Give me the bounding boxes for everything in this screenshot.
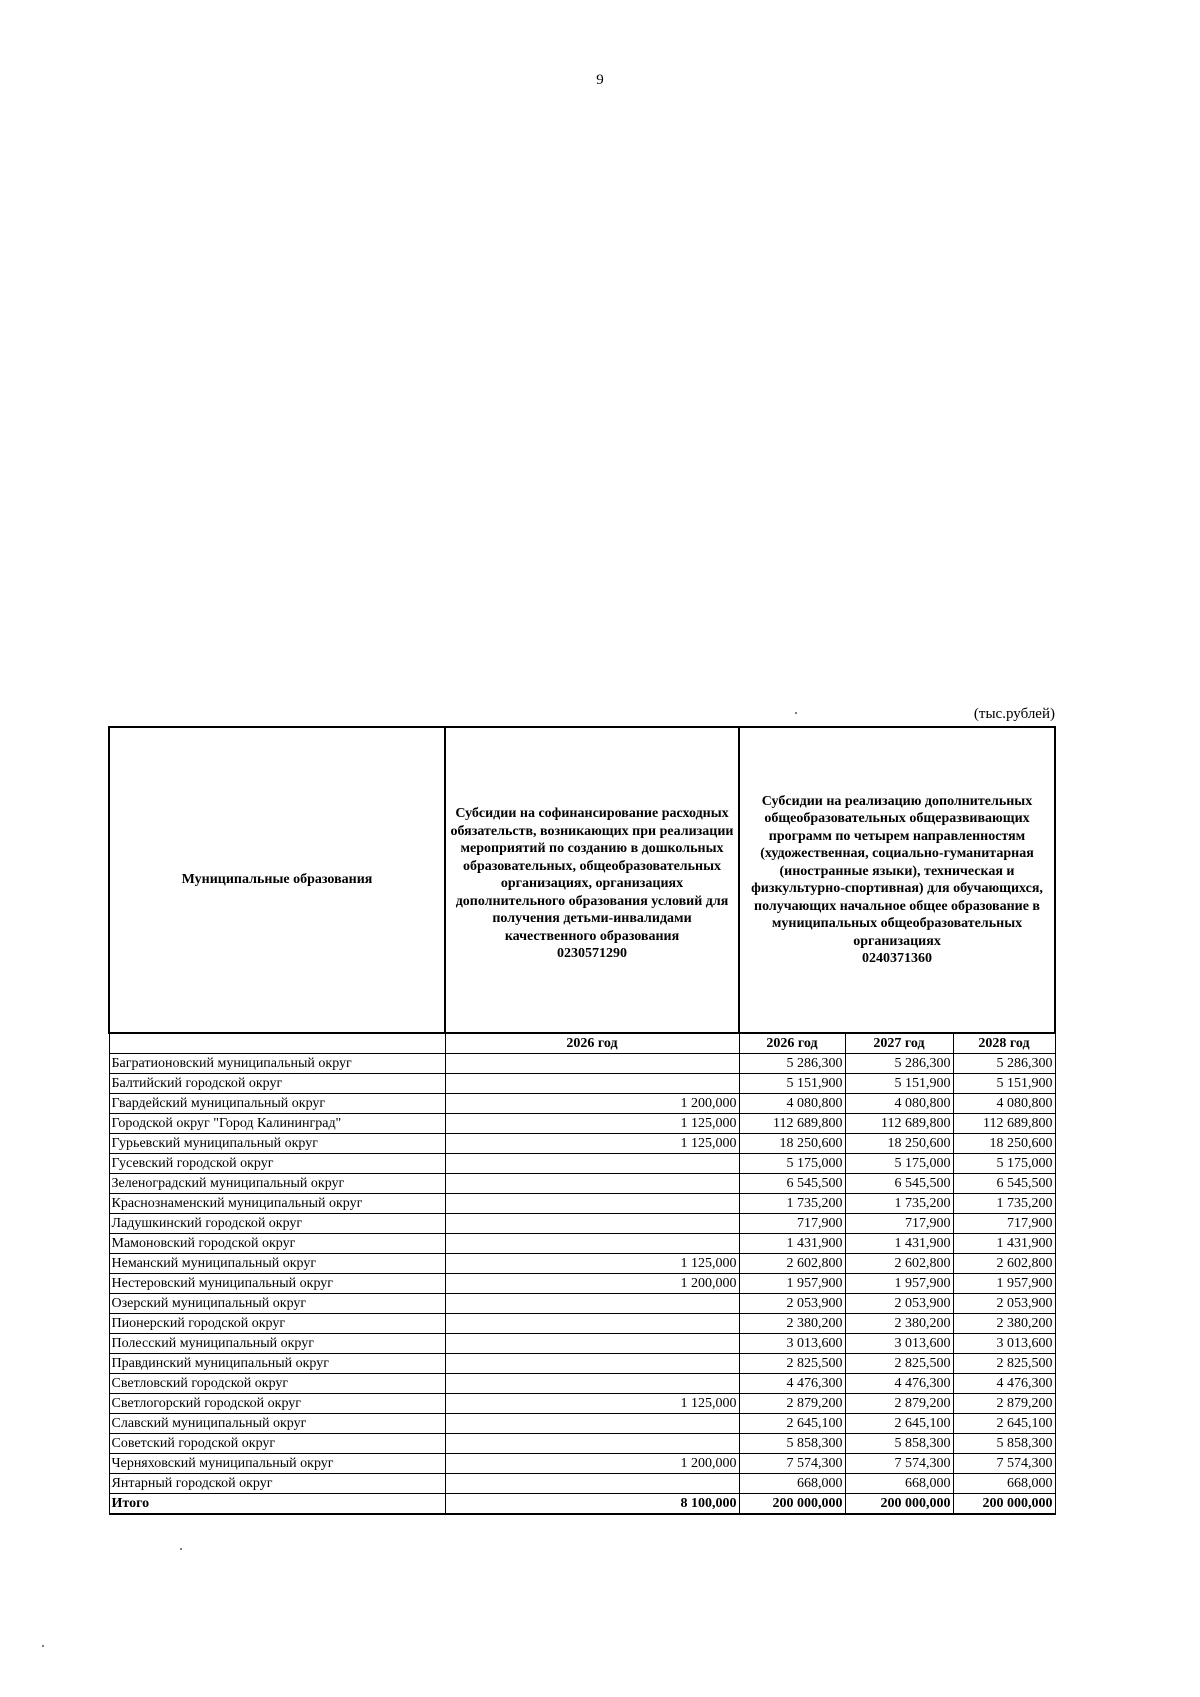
- header-year-sub1-2026: 2026 год: [445, 1033, 739, 1054]
- row-s2-2028: 2 053,900: [953, 1294, 1055, 1314]
- row-s2-2027: 2 825,500: [845, 1354, 953, 1374]
- row-s1-2026: [445, 1054, 739, 1074]
- scan-speck: [180, 1548, 182, 1550]
- row-s2-2027: 5 858,300: [845, 1434, 953, 1454]
- table-row: [109, 1414, 1055, 1434]
- row-s2-2026: 2 602,800: [739, 1254, 845, 1274]
- table-row: [109, 1054, 1055, 1074]
- row-municipality: Ладушкинский городской округ: [109, 1214, 445, 1234]
- table-row: [109, 1214, 1055, 1234]
- table-row: [109, 1134, 1055, 1154]
- row-s2-2026: 2 053,900: [739, 1294, 845, 1314]
- row-s2-2028: 1 957,900: [953, 1274, 1055, 1294]
- row-s2-2026: 112 689,800: [739, 1114, 845, 1134]
- row-s1-2026: [445, 1214, 739, 1234]
- row-s2-2027: 4 476,300: [845, 1374, 953, 1394]
- table-row: [109, 1154, 1055, 1174]
- row-s2-2027: 2 380,200: [845, 1314, 953, 1334]
- row-s2-2028: 112 689,800: [953, 1114, 1055, 1134]
- header-subsidy-2-code: 0240371360: [862, 951, 932, 966]
- row-s2-2027: 4 080,800: [845, 1094, 953, 1114]
- row-s2-2026: 2 879,200: [739, 1394, 845, 1414]
- row-s2-2028: 2 879,200: [953, 1394, 1055, 1414]
- row-s1-2026: 1 125,000: [445, 1134, 739, 1154]
- row-municipality: Гурьевский муниципальный округ: [109, 1134, 445, 1154]
- row-s2-2026: 2 825,500: [739, 1354, 845, 1374]
- row-municipality: Городской округ "Город Калининград": [109, 1114, 445, 1134]
- row-s2-2027: 717,900: [845, 1214, 953, 1234]
- row-s2-2028: 5 858,300: [953, 1434, 1055, 1454]
- header-subsidy-1-title: Субсидии на софинансирование расходных обязательств, возникающих при реализации мероприятий по созданию в дошкольных образовательных, общеобразовательных организациях, организациях дополнительного образования условий для получения детьми-инвалидами качественного образования: [450, 806, 734, 944]
- row-s2-2028: 5 286,300: [953, 1054, 1055, 1074]
- table-years-row: [109, 1033, 1055, 1054]
- row-s1-2026: [445, 1414, 739, 1434]
- table-row: [109, 1194, 1055, 1214]
- row-municipality: Нестеровский муниципальный округ: [109, 1274, 445, 1294]
- header-year-sub2-2027: 2027 год: [845, 1033, 953, 1054]
- row-s2-2028: 3 013,600: [953, 1334, 1055, 1354]
- row-s1-2026: [445, 1194, 739, 1214]
- row-s2-2028: 4 476,300: [953, 1374, 1055, 1394]
- total-s2-2027: 200 000,000: [845, 1494, 953, 1515]
- row-s2-2028: 1 431,900: [953, 1234, 1055, 1254]
- row-s2-2026: 18 250,600: [739, 1134, 845, 1154]
- row-municipality: Зеленоградский муниципальный округ: [109, 1174, 445, 1194]
- table-body: [109, 1054, 1055, 1494]
- header-years-blank: [109, 1033, 445, 1054]
- row-municipality: Багратионовский муниципальный округ: [109, 1054, 445, 1074]
- row-municipality: Неманский муниципальный округ: [109, 1254, 445, 1274]
- row-s2-2027: 668,000: [845, 1474, 953, 1494]
- row-s2-2028: 5 151,900: [953, 1074, 1055, 1094]
- row-municipality: Пионерский городской округ: [109, 1314, 445, 1334]
- row-s1-2026: 1 200,000: [445, 1274, 739, 1294]
- row-s2-2027: 2 602,800: [845, 1254, 953, 1274]
- row-s2-2026: 1 735,200: [739, 1194, 845, 1214]
- row-s2-2028: 2 645,100: [953, 1414, 1055, 1434]
- table-row: [109, 1074, 1055, 1094]
- header-year-sub2-2028: 2028 год: [953, 1033, 1055, 1054]
- row-municipality: Краснознаменский муниципальный округ: [109, 1194, 445, 1214]
- row-s2-2028: 6 545,500: [953, 1174, 1055, 1194]
- total-s2-2028: 200 000,000: [953, 1494, 1055, 1515]
- row-s1-2026: [445, 1374, 739, 1394]
- table-row: [109, 1234, 1055, 1254]
- row-s2-2026: 1 957,900: [739, 1274, 845, 1294]
- row-s2-2026: 5 286,300: [739, 1054, 845, 1074]
- row-s2-2027: 2 053,900: [845, 1294, 953, 1314]
- row-s2-2028: 717,900: [953, 1214, 1055, 1234]
- row-s2-2026: 6 545,500: [739, 1174, 845, 1194]
- row-municipality: Правдинский муниципальный округ: [109, 1354, 445, 1374]
- row-s2-2026: 7 574,300: [739, 1454, 845, 1474]
- row-municipality: Гусевский городской округ: [109, 1154, 445, 1174]
- scan-speck: [795, 712, 797, 714]
- header-subsidy-1-code: 0230571290: [557, 946, 627, 962]
- table-row: [109, 1274, 1055, 1294]
- table-row: [109, 1314, 1055, 1334]
- table-row: [109, 1294, 1055, 1314]
- row-municipality: Озерский муниципальный округ: [109, 1294, 445, 1314]
- table-row: [109, 1174, 1055, 1194]
- row-s2-2027: 18 250,600: [845, 1134, 953, 1154]
- row-s1-2026: 1 125,000: [445, 1114, 739, 1134]
- row-municipality: Светлогорский городской округ: [109, 1394, 445, 1414]
- row-s2-2028: 4 080,800: [953, 1094, 1055, 1114]
- row-s2-2026: 717,900: [739, 1214, 845, 1234]
- row-s2-2027: 1 431,900: [845, 1234, 953, 1254]
- row-s2-2026: 5 858,300: [739, 1434, 845, 1454]
- row-s2-2028: 2 380,200: [953, 1314, 1055, 1334]
- header-municipality-label: Муниципальные образования: [181, 872, 373, 888]
- row-s2-2027: 5 175,000: [845, 1154, 953, 1174]
- header-subsidy-2: [739, 727, 1055, 1033]
- subsidy-table: [108, 726, 1056, 1515]
- row-municipality: Мамоновский городской округ: [109, 1234, 445, 1254]
- total-row: [109, 1494, 1055, 1515]
- row-s2-2027: 2 879,200: [845, 1394, 953, 1414]
- row-municipality: Гвардейский муниципальный округ: [109, 1094, 445, 1114]
- row-s1-2026: [445, 1434, 739, 1454]
- row-s2-2028: 1 735,200: [953, 1194, 1055, 1214]
- row-s2-2027: 6 545,500: [845, 1174, 953, 1194]
- row-s2-2027: 2 645,100: [845, 1414, 953, 1434]
- table-row: [109, 1094, 1055, 1114]
- table-header-row: [109, 727, 1055, 1033]
- row-s2-2027: 7 574,300: [845, 1454, 953, 1474]
- total-s2-2026: 200 000,000: [739, 1494, 845, 1515]
- row-s1-2026: [445, 1174, 739, 1194]
- row-s2-2026: 5 175,000: [739, 1154, 845, 1174]
- row-s2-2027: 1 957,900: [845, 1274, 953, 1294]
- row-s2-2026: 4 080,800: [739, 1094, 845, 1114]
- table-row: [109, 1334, 1055, 1354]
- row-s2-2026: 5 151,900: [739, 1074, 845, 1094]
- row-municipality: Полесский муниципальный округ: [109, 1334, 445, 1354]
- row-s2-2028: 668,000: [953, 1474, 1055, 1494]
- row-s2-2027: 5 286,300: [845, 1054, 953, 1074]
- row-s1-2026: [445, 1234, 739, 1254]
- row-s2-2026: 3 013,600: [739, 1334, 845, 1354]
- page-number: 9: [596, 72, 604, 88]
- table-row: [109, 1454, 1055, 1474]
- table-row: [109, 1394, 1055, 1414]
- header-subsidy-1: [445, 727, 739, 1033]
- row-s2-2026: 2 380,200: [739, 1314, 845, 1334]
- row-s1-2026: [445, 1074, 739, 1094]
- row-s1-2026: [445, 1354, 739, 1374]
- total-label: Итого: [109, 1494, 445, 1515]
- row-municipality: Славский муниципальный округ: [109, 1414, 445, 1434]
- row-s2-2028: 5 175,000: [953, 1154, 1055, 1174]
- row-municipality: Советский городской округ: [109, 1434, 445, 1454]
- table-row: [109, 1254, 1055, 1274]
- row-s2-2026: 4 476,300: [739, 1374, 845, 1394]
- row-s2-2026: 1 431,900: [739, 1234, 845, 1254]
- row-s1-2026: 1 200,000: [445, 1454, 739, 1474]
- header-municipality: [109, 727, 445, 1033]
- total-s1-2026: 8 100,000: [445, 1494, 739, 1515]
- row-s2-2028: 18 250,600: [953, 1134, 1055, 1154]
- row-s1-2026: 1 200,000: [445, 1094, 739, 1114]
- row-municipality: Светловский городской округ: [109, 1374, 445, 1394]
- row-s2-2028: 7 574,300: [953, 1454, 1055, 1474]
- table-row: [109, 1114, 1055, 1134]
- row-s2-2028: 2 825,500: [953, 1354, 1055, 1374]
- row-s2-2027: 3 013,600: [845, 1334, 953, 1354]
- row-s1-2026: [445, 1314, 739, 1334]
- row-municipality: Балтийский городской округ: [109, 1074, 445, 1094]
- row-s1-2026: [445, 1294, 739, 1314]
- units-label: (тыс.рублей): [973, 706, 1055, 722]
- scan-speck: [42, 1645, 44, 1647]
- row-s1-2026: 1 125,000: [445, 1394, 739, 1414]
- row-municipality: Янтарный городской округ: [109, 1474, 445, 1494]
- row-s1-2026: [445, 1474, 739, 1494]
- table-row: [109, 1374, 1055, 1394]
- row-s2-2027: 5 151,900: [845, 1074, 953, 1094]
- row-s1-2026: [445, 1154, 739, 1174]
- header-subsidy-2-title: Субсидии на реализацию дополнительных общеобразовательных общеразвивающих программ по четырем направленностям (художественная, социально-гуманитарная (иностранные языки), техническая и физкультурно-спортивная) для обучающихся, получающих начальное общее образование в муниципальных общеобразовательных организациях: [751, 793, 1043, 949]
- table-row: [109, 1354, 1055, 1374]
- row-s1-2026: 1 125,000: [445, 1254, 739, 1274]
- row-municipality: Черняховский муниципальный округ: [109, 1454, 445, 1474]
- table-row: [109, 1474, 1055, 1494]
- row-s2-2026: 668,000: [739, 1474, 845, 1494]
- table-row: [109, 1434, 1055, 1454]
- row-s2-2027: 1 735,200: [845, 1194, 953, 1214]
- header-year-sub2-2026: 2026 год: [739, 1033, 845, 1054]
- row-s1-2026: [445, 1334, 739, 1354]
- row-s2-2027: 112 689,800: [845, 1114, 953, 1134]
- row-s2-2028: 2 602,800: [953, 1254, 1055, 1274]
- row-s2-2026: 2 645,100: [739, 1414, 845, 1434]
